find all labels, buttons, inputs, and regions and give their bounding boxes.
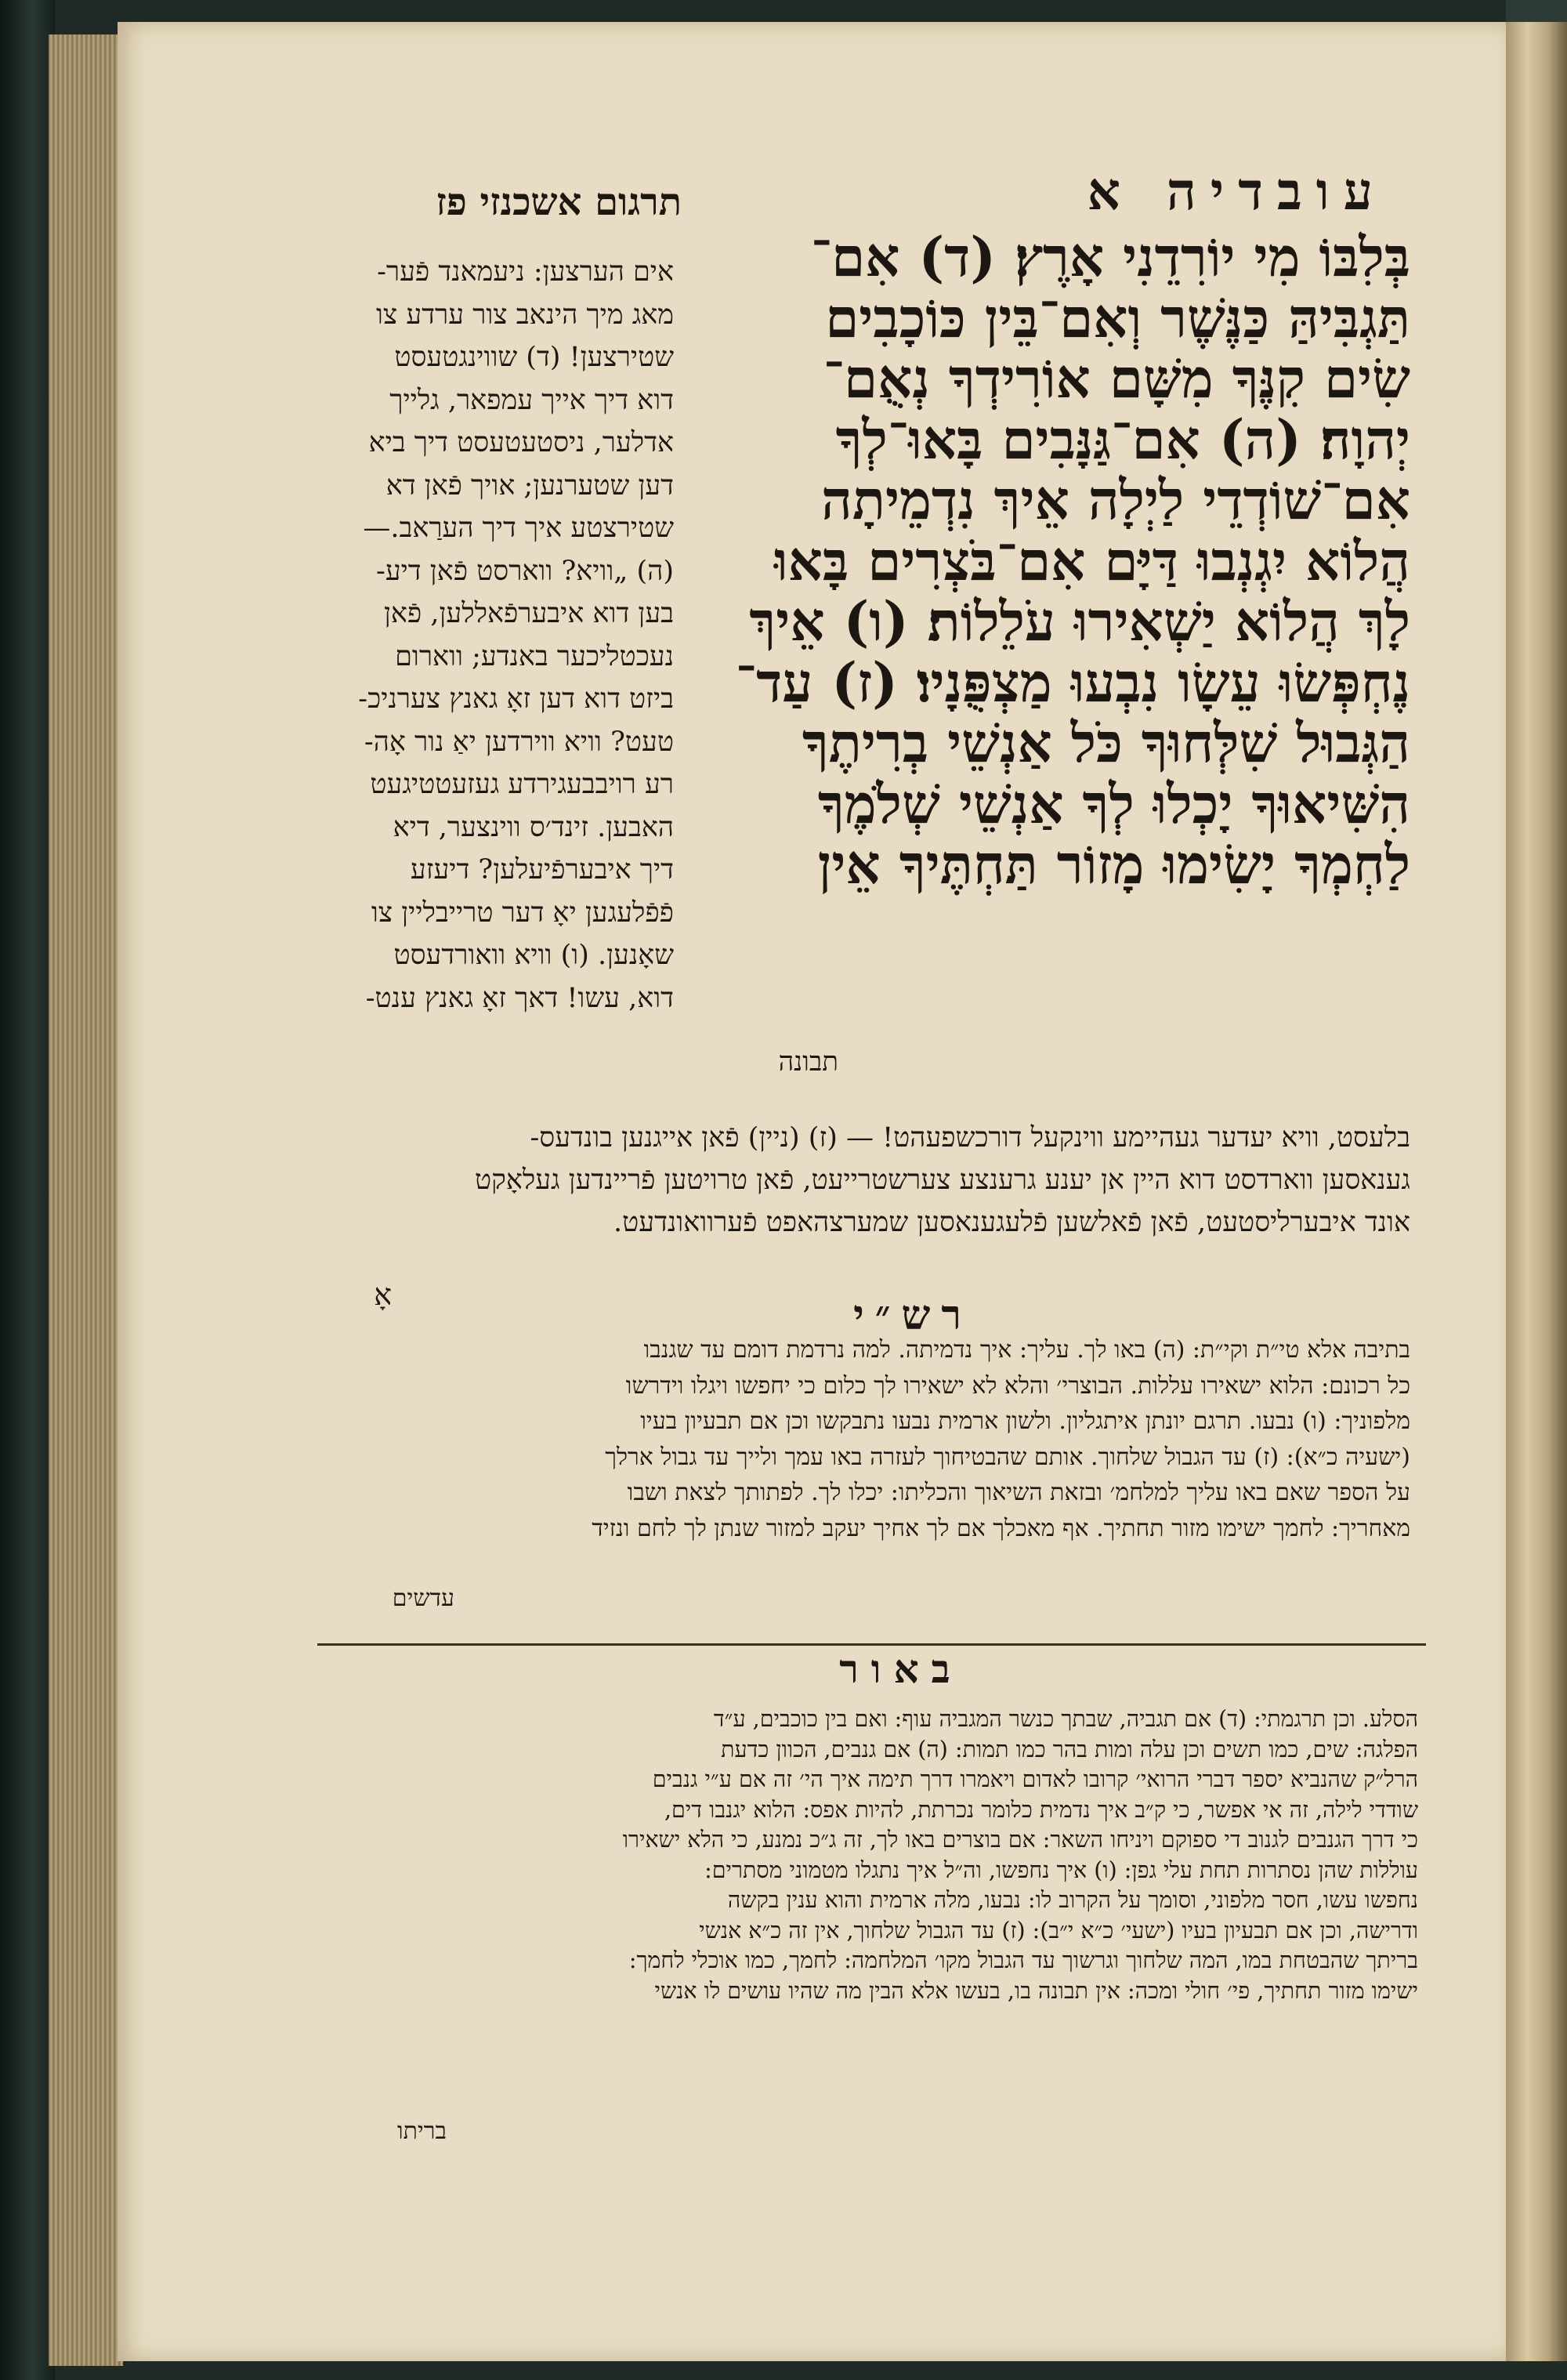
scripture-line: נֶחְפְּשׂוּ עֵשָׂו נִבְעוּ מַצְפֻּנָיו׃ (ז) עַד־ [735,650,1410,715]
scripture-line: לָךְ הֲלוֹא יַשְׁאִירוּ עֹלֵלוֹת׃ (ו) אֵיךְ [749,590,1410,654]
biur-line: הסלע. וכן תרגמתי: (ד) אם תגביה, שבתך כנשר המגביה עוף: ואם בין כוכבים, ע״ד [713,1706,1418,1732]
scripture-line: בְּלִבּוֹ מִי יוֹרִדֵנִי אָרֶץ׃ (ד) אִם־ [810,226,1410,289]
translation-line: אונד איבערליסטעט, פֿאן פֿאלשען פֿלעגענאסען שמערצהאפט פֿערוואונדעט. [613,1207,1410,1238]
translation-column [251,251,674,1020]
biur-line: הפלגה: שים, כמו תשים וכן עלה ומות בהר כמו תמות: (ה) אם גנבים, הכוון כדעת [721,1736,1418,1762]
translation-line: רע רויבבעגירדע געזעטטיגעט [370,769,674,800]
book-title-header: עובדיה א [1087,161,1387,222]
translation-line: אדלער, ניסטעטעסט דיך ביא [368,427,674,458]
translation-line: בלעסט, וויא יעדער געהיימע ווינקעל דורכשפעהט! — (ז) (ניין) פֿאן אייגנען בונדעס- [530,1122,1410,1154]
scripture-line: אִם־שׁוֹדְדֵי לַיְלָה אֵיךְ נִדְמֵיתָה [821,469,1410,532]
translation-line: (ה) „וויא? ווארסט פֿאן דיע- [376,555,674,587]
translation-header: תרגום אשכנזי פז [436,180,682,224]
rashi-line: כל רכונם: הלוא ישאירו עללות. הבוצרי׳ והלא לא ישאירו לך כלום כי יחפשו ויגלו וידרשו [625,1371,1410,1400]
rashi-heading: רש״י [853,1291,972,1339]
translation-line: דיך איבערפֿיעלען? דיעזע [410,854,674,886]
biur-line: ישימו מזור תחתיך, פי׳ חולי ומכה: אין תבונה בו, בעשו אלא הבין מה שהיו עושים לו אנשי [654,1977,1418,2004]
translation-line: בען דוא איבערפֿאללען, פֿאן [383,598,674,629]
rashi-line: (ישעיה כ״א): (ז) עד הגבול שלחוך. אותם שהבטיחוך לעזרה באו עמך ולייך עד גבול ארלך [605,1443,1410,1471]
biur-commentary [329,1704,1418,2006]
scripture-line: יְהוָה׃ (ה) אִם־גַּנָּבִים בָּאוּ־לְךָ [835,408,1410,472]
biur-line: עוללות שהן נסתרות תחת עלי גפן: (ו) איך נחפשו, וה״ל איך נתגלו מטמוני מסתרים: [704,1857,1418,1883]
rashi-commentary [259,1332,1410,1546]
translation-line: מאג מיך הינאב צור ערדע צו [375,299,674,331]
translation-line: נעכטליכער באנדע; ווארום [395,640,674,672]
rashi-catchword: עדשים [392,1585,454,1612]
rashi-line: מאחריך: לחמך ישימו מזור תחתיך. אף מאכלך אם לך אחיך יעקב למזור שנתן לך לחם ונזיד [592,1514,1410,1542]
translation-line: טעט? וויא ווירדען יאַ נור אָה- [364,726,674,758]
biur-line: הרל״ק שהנביא יספר דברי הרואי׳ קרובו לאדום ויאמרו דרך תימה איך הי׳ זה אם ע״י גנבים [652,1766,1418,1792]
biur-line: ודרישה, וכן אם תבעיון בעיו (ישעי׳ כ״א י״ב): (ז) עד הגבול שלחוך, אין זה כ״א אנשי [699,1917,1418,1943]
scripture-line: הַגְּבוּל שִׁלְּחוּךָ כֹּל אַנְשֵׁי בְרִיתֶךָ [802,712,1410,775]
biur-heading: באור [839,1646,963,1692]
scripture-line: הֲלוֹא יִגְנְבוּ דַּיָּם אִם־בֹּצְרִים בָּאוּ [774,529,1410,593]
translation-line: האבען. זינד׳ס ווינצער, דיא [393,811,674,843]
translation-catchword: אָ [374,1277,392,1312]
scripture-line: שִׂים קִנֶּךָ מִשָּׁם אוֹרִידְךָ נְאֻם־ [823,347,1410,411]
scripture-catchword: תבונה [778,1046,838,1078]
scripture-text [689,227,1410,896]
translation-line: פֿפֿלעגען יאָ דער טרייבליין צו [371,897,674,929]
translation-line: שאָנען. (ו) וויא וואורדעסט [393,940,674,971]
translation-line: שטירצען! (ד) שווינגטעסט [394,342,674,373]
biur-catchword: בריתו [396,2117,447,2145]
rashi-line: על הספר שאם באו עליך למלחמ׳ ובזאת השיאוך והכליתו: יכלו לך. לפתותך לצאת ושבו [627,1479,1410,1506]
translation-line: גענאסען ווארדסט דוא היין אן יענע גרענצע צערשטרייעט, פֿאן טרויטען פֿריינדען געלאָקט [474,1165,1410,1196]
translation-line: דען שטערנען; אויך פֿאן דא [385,469,674,502]
translation-line: אים הערצען: ניעמאנד פֿער- [377,256,674,288]
translation-continuation [251,1117,1410,1244]
translation-line: ביזט דוא דען זאָ גאנץ צערניכ- [358,683,674,715]
translation-line: שטירצטע איך דיך הערַאב.— [363,513,674,544]
book-binding [0,0,55,2380]
biur-line: כי דרך הגנבים לגנוב די ספוקם ויניחו השאר: אם בוצרים באו לך, זה ג״כ נמנע, כי הלא ישאירו [622,1827,1418,1853]
biur-line: נחפשו עשו, חסר מלפוני, וסומך על הקרוב לו: נבעו, מלה ארמית והוא ענין בקשה [727,1887,1418,1913]
page-stack-edge [49,34,123,2366]
scripture-line: תַּגְבִּיהַּ כַּנֶּשֶׁר וְאִם־בֵּין כּוֹכָבִים [825,286,1410,350]
scripture-line: הִשִּׁיאוּךָ יָכְלוּ לְךָ אַנְשֵׁי שְׁלֹמֶךָ [817,772,1410,836]
rashi-line: בתיבה אלא טי״ת וקי״ת: (ה) באו לך. עליך: איך נדמיתה. למה נרדמת דומם עד שגנבו [643,1336,1410,1364]
translation-line: דוא דיך אייך עמפאר, גלייך [389,384,674,416]
translation-line: דוא, עשו! דאך זאָ גאנץ ענט- [365,982,674,1014]
biur-line: בריתך שהבטחת במו, המה שלחוך וגרשוך עד הגבול מקו׳ המלחמה: לחמך, כמו אוכלי לחמך: [628,1947,1418,1973]
biur-line: שודדי לילה, זה אי אפשר, כי ק״ב איך נדמית כלומר נכרתת, להיות אפס: הלוא יגנבו דים, [664,1796,1418,1823]
rashi-line: מלפוניך: (ו) נבעו. תרגם יונתן איתגליון. ולשון ארמית נבעו נתבקשו וכן אם תבעיון בעיו [640,1407,1410,1435]
facing-page-edge [1506,22,1567,2361]
scripture-line: לַחְמְךָ יָשִׂימוּ מָזוֹר תַּחְתֶּיךָ אֵין [817,833,1410,897]
